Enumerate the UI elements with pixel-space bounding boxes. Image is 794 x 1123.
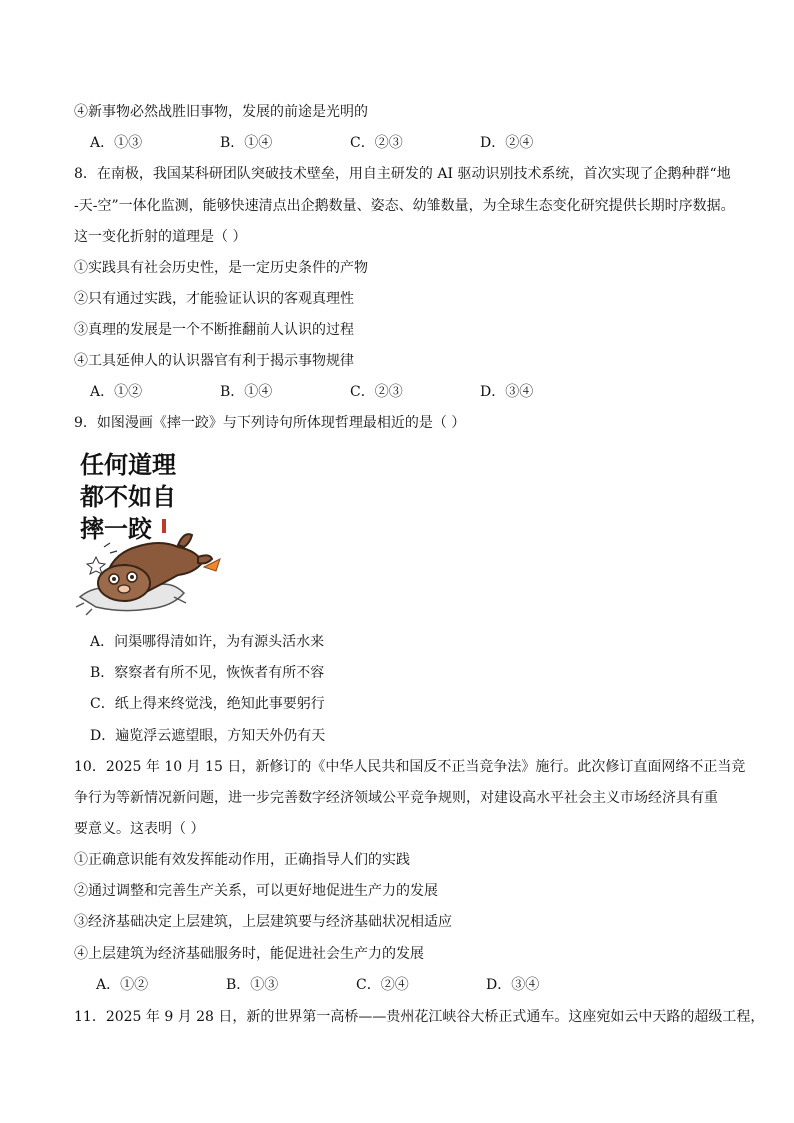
q7-option-d[interactable]: D．②④ [480,135,534,151]
q10-item4: ④上层建筑为经济基础服务时，能促进社会生产力的发展 [74,946,424,962]
q10-option-d[interactable]: D．③④ [486,977,540,993]
q7-item4: ④新事物必然战胜旧事物，发展的前途是光明的 [74,104,368,120]
q7-option-b[interactable]: B．①④ [220,135,273,151]
q10-options [96,975,616,995]
q8-item3: ③真理的发展是一个不断推翻前人认识的过程 [74,322,354,338]
q7-options [90,133,610,153]
q10-option-b[interactable]: B．①③ [226,977,279,993]
q8-item4: ④工具延伸人的认识器官有利于揭示事物规律 [74,353,354,369]
q10-stem-line3: 要意义。这表明（ ） [74,821,205,837]
q8-options [90,382,610,402]
cartoon-caption-line1: 任何道理 [80,451,176,479]
cartoon-caption-line3: 摔一跤 [80,515,152,543]
cartoon-image [74,447,224,619]
q9-option-b[interactable]: B．察察者有所不见，恢恢者有所不容 [90,665,325,681]
q8-option-d[interactable]: D．③④ [480,384,534,400]
q10-item3: ③经济基础决定上层建筑，上层建筑要与经济基础状况相适应 [74,914,452,930]
q8-stem-line1: 8．在南极，我国某科研团队突破技术壁垒，用自主研发的 AI 驱动识别技术系统，首次实现了企鹅种群“地 [74,166,731,182]
q9-option-d[interactable]: D．遍览浮云遮望眼，方知天外仍有天 [90,728,326,744]
q8-option-a[interactable]: A．①② [90,384,143,400]
q10-item1: ①正确意识能有效发挥能动作用，正确指导人们的实践 [74,852,410,868]
q8-option-c[interactable]: C．②③ [350,384,403,400]
q10-stem-line1: 10．2025 年 10 月 15 日，新修订的《中华人民共和国反不正当竞争法》施行。此次修订直面网络不正当竞 [74,759,746,775]
q10-option-a[interactable]: A．①② [96,977,149,993]
q9-option-a[interactable]: A．问渠哪得清如许，为有源头活水来 [90,634,325,650]
q8-item2: ②只有通过实践，才能验证认识的客观真理性 [74,291,354,307]
q9-stem: 9．如图漫画《摔一跤》与下列诗句所体现哲理最相近的是（ ） [74,415,466,431]
q10-item2: ②通过调整和完善生产关系，可以更好地促进生产力的发展 [74,883,438,899]
q7-option-c[interactable]: C．②③ [350,135,403,151]
q8-option-b[interactable]: B．①④ [220,384,273,400]
q10-option-c[interactable]: C．②④ [356,977,409,993]
q9-option-c[interactable]: C．纸上得来终觉浅，绝知此事要躬行 [90,696,325,712]
cartoon-caption-line2: 都不如自 [80,483,176,511]
q7-option-a[interactable]: A．①③ [90,135,143,151]
q10-stem-line2: 争行为等新情况新问题，进一步完善数字经济领域公平竞争规则，对建设高水平社会主义市场经济具有重 [74,790,718,806]
q8-stem-line2: -天-空”一体化监测，能够快速清点出企鹅数量、姿态、幼雏数量，为全球生态变化研究提供长期时序数据。 [74,198,735,214]
q11-stem-line1: 11．2025 年 9 月 28 日，新的世界第一高桥——贵州花江峡谷大桥正式通车。这座宛如云中天路的超级工程， [74,1009,765,1025]
q8-item1: ①实践具有社会历史性，是一定历史条件的产物 [74,260,368,276]
q8-stem-line3: 这一变化折射的道理是（ ） [74,229,247,245]
